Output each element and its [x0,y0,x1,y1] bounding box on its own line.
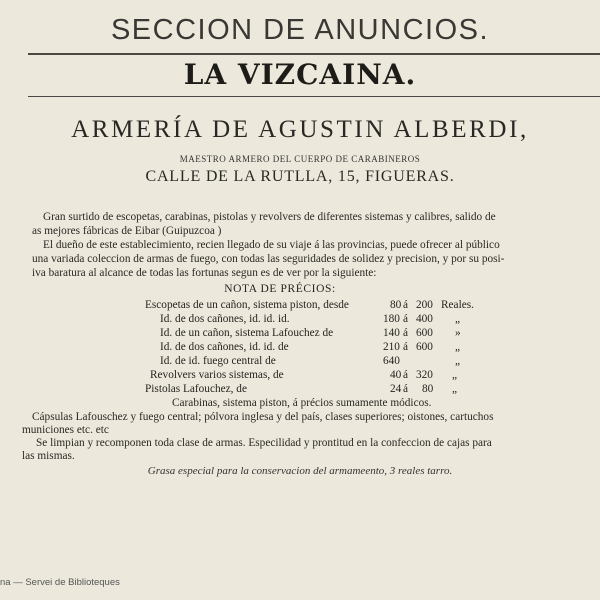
price-item: Escopetas de un cañon, sistema piston, desde [145,299,349,311]
header-rule-top [28,53,600,55]
price-unit: „ [455,341,461,353]
intro-line: El dueño de este establecimiento, recien llegado de su viaje á las provincias, puede ofrecer al público [43,239,500,251]
price-unit: „ [452,369,458,381]
ad-address: CALLE DE LA RUTLLA, 15, FIGUERAS. [145,168,455,185]
closing-line: Cápsulas Lafouschez y fuego central; pólvora inglesa y del país, clases superiores; oistones, cartuchos [32,411,494,423]
price-list-heading: NOTA DE PRÉCIOS: [224,283,336,295]
price-to: 320 [416,369,433,381]
footer-note: Grasa especial para la conservacion del armameento, 3 reales tarro. [147,465,453,477]
price-sep: á [403,299,409,311]
price-to: 200 [416,299,433,311]
carabinas-line: Carabinas, sistema piston, á précios sumamente módicos. [172,397,432,409]
price-to: 600 [416,341,433,353]
price-sep: á [403,327,409,339]
ad-title: ARMERÍA DE AGUSTIN ALBERDI, [71,116,529,143]
price-sep: á [403,383,409,395]
price-from: 180 [383,313,400,325]
price-to: 80 [422,383,434,395]
price-item: Id. de dos cañones, id. id. de [160,341,289,353]
price-item: Revolvers varios sistemas, de [150,369,284,381]
intro-line: Gran surtido de escopetas, carabinas, pistolas y revolvers de diferentes sistemas y calibres, salido de [43,211,496,223]
price-item: Id. de un cañon, sistema Lafouchez de [160,327,334,339]
price-unit: „ [452,383,458,395]
price-from: 80 [390,299,402,311]
price-item: Id. de id. fuego central de [160,355,276,367]
price-from: 40 [390,369,402,381]
intro-line: as mejores fábricas de Eibar (Guipuzcoa ) [32,225,222,237]
price-sep: á [403,369,409,381]
section-header: SECCION DE ANUNCIOS. [110,14,490,46]
library-credit: na — Servei de Biblioteques [0,577,120,588]
price-unit: „ [455,355,461,367]
price-item: Pistolas Lafouchez, de [145,383,247,395]
closing-line: las mismas. [22,450,75,462]
intro-line: una variada coleccion de armas de fuego, con todas las seguridades de solidez y precision, y por su posi- [32,253,505,265]
price-unit: „ [455,313,461,325]
closing-line: Se limpian y recomponen toda clase de armas. Especilidad y prontitud en la confeccion de cajas para [36,437,492,449]
price-from: 140 [383,327,400,339]
ad-subtitle: MAESTRO ARMERO DEL CUERPO DE CARABINEROS [179,154,421,164]
price-sep: á [403,313,409,325]
intro-line: iva baratura al alcance de todas las fortunas segun es de ver por la siguiente: [32,267,377,279]
price-to: 400 [416,313,433,325]
price-from: 24 [390,383,402,395]
header-rule-bottom [28,96,600,97]
price-unit: » [455,327,461,339]
price-from: 210 [383,341,400,353]
masthead: LA VIZCAINA. [183,58,417,91]
price-sep: á [403,341,409,353]
price-from: 640 [383,355,400,367]
closing-line: municiones etc. etc [22,424,109,436]
price-item: Id. de dos cañones, id. id. id. [160,313,290,325]
price-unit: Reales. [441,299,474,311]
price-to: 600 [416,327,433,339]
